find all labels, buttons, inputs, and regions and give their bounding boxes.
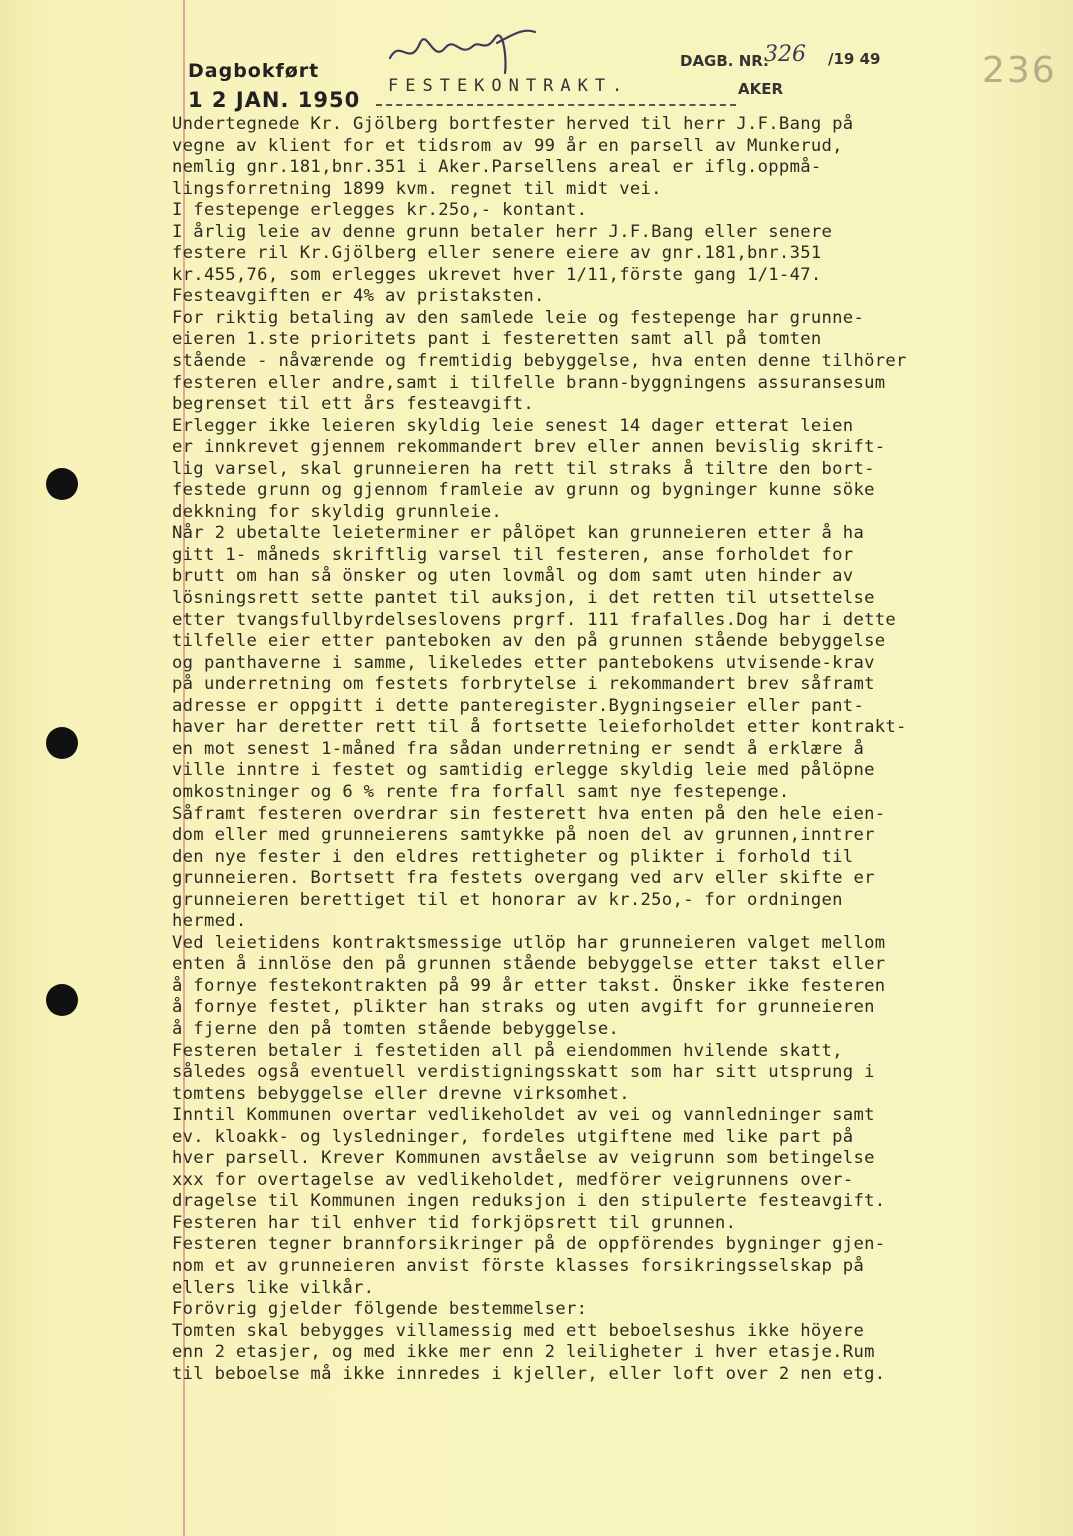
document-title: FESTEKONTRAKT. bbox=[388, 76, 630, 96]
contract-line: er innkrevet gjennem rekommandert brev eller annen bevislig skrift- bbox=[172, 437, 886, 458]
contract-line: den nye fester i den eldres rettigheter og plikter i forhold til bbox=[172, 846, 854, 867]
contract-line: å fornye festet, plikter han straks og uten avgift for grunneieren bbox=[172, 997, 875, 1018]
contract-line: Undertegnede Kr. Gjölberg bortfester herved til herr J.F.Bang på bbox=[172, 114, 854, 134]
contract-line: Ved leietidens kontraktsmessige utlöp har grunneieren valget mellom bbox=[172, 932, 886, 953]
contract-line: dekkning for skyldig grunnleie. bbox=[172, 501, 503, 522]
contract-line: Festeavgiften er 4% av pristaksten. bbox=[172, 286, 545, 307]
page-number: 236 bbox=[982, 50, 1057, 91]
contract-line: Tomten skal bebygges villamessig med ett beboelseshus ikke höyere bbox=[172, 1320, 865, 1341]
contract-line: omkostninger og 6 % rente fra forfall samt nye festepenge. bbox=[172, 781, 790, 802]
contract-line: Festeren betaler i festetiden all på eiendommen hvilende skatt, bbox=[172, 1040, 843, 1061]
contract-line: å fornye festekontrakten på 99 år etter takst. Önsker ikke festeren bbox=[172, 975, 886, 996]
contract-line: hermed. bbox=[172, 911, 247, 932]
contract-line: og panthaverne i samme, likeledes etter pantebokens utvisende-krav bbox=[172, 652, 875, 673]
contract-line: Når 2 ubetalte leieterminer er pålöpet kan grunneieren etter å ha bbox=[172, 523, 865, 544]
punch-hole-1 bbox=[46, 468, 78, 500]
handwritten-signature bbox=[385, 18, 545, 78]
contract-line: I årlig leie av denne grunn betaler herr J.F.Bang eller senere bbox=[172, 221, 833, 242]
contract-line: begrenset til ett års festeavgift. bbox=[172, 394, 535, 415]
contract-line: grunneieren berettiget til et honorar av kr.25o,- for ordningen bbox=[172, 889, 843, 910]
contract-line: således også eventuell verdistigningsskatt som har sitt utsprung i bbox=[172, 1062, 875, 1083]
contract-line: på underretning om festets forbrytelse i rekommandert brev såframt bbox=[172, 674, 875, 695]
contract-line: festere ril Kr.Gjölberg eller senere eiere av gnr.181,bnr.351 bbox=[172, 243, 822, 264]
contract-line: gitt 1- måneds skriftlig varsel til festeren, anse forholdet for bbox=[172, 544, 854, 565]
contract-line: nom et av grunneieren anvist förste klasses forsikringsselskap på bbox=[172, 1255, 865, 1276]
punch-hole-2 bbox=[46, 727, 78, 759]
contract-line: Festeren tegner brannforsikringer på de oppförendes bygninger gjen- bbox=[172, 1234, 886, 1255]
contract-line: festeren eller andre,samt i tilfelle brann-byggningens assuransesum bbox=[172, 372, 886, 393]
contract-line: etter tvangsfullbyrdelseslovens prgrf. 111 frafalles.Dog har i dette bbox=[172, 609, 897, 630]
place-stamp: AKER bbox=[738, 80, 784, 98]
contract-line: eieren 1.ste prioritets pant i festeretten samt all på tomten bbox=[172, 329, 822, 350]
contract-line: festede grunn og gjennom framleie av grunn og bygninger kunne söke bbox=[172, 480, 875, 501]
contract-line: Festeren har til enhver tid forkjöpsrett til grunnen. bbox=[172, 1212, 737, 1233]
contract-line: adresse er oppgitt i dette panteregister.Bygningseier eller pant- bbox=[172, 695, 865, 716]
contract-line: dom eller med grunneierens samtykke på noen del av grunnen,inntrer bbox=[172, 825, 875, 846]
contract-line: ville inntre i festet og samtidig erlegge skyldig leie med pålöpne bbox=[172, 760, 875, 781]
contract-line: lingsforretning 1899 kvm. regnet til midt vei. bbox=[172, 178, 662, 199]
contract-line: lig varsel, skal grunneieren ha rett til straks å tiltre den bort- bbox=[172, 458, 875, 479]
contract-line: hver parsell. Krever Kommunen avståelse av veigrunn som betingelse bbox=[172, 1148, 875, 1169]
contract-line: tomtens bebyggelse eller drevne virksomhet. bbox=[172, 1083, 630, 1104]
contract-line: til beboelse må ikke innredes i kjeller, eller loft over 2 nen etg. bbox=[172, 1363, 886, 1384]
contract-line: haver har deretter rett til å fortsette leieforholdet etter kontrakt- bbox=[172, 717, 907, 738]
contract-line: stående - nåværende og fremtidig bebyggelse, hva enten denne tilhörer bbox=[172, 351, 907, 372]
contract-line: ellers like vilkår. bbox=[172, 1277, 375, 1298]
contract-line: kr.455,76, som erlegges ukrevet hver 1/11,förste gang 1/1-47. bbox=[172, 264, 822, 285]
contract-line: Forövrig gjelder fölgende bestemmelser: bbox=[172, 1299, 588, 1320]
contract-line: Inntil Kommunen overtar vedlikeholdet av vei og vannledninger samt bbox=[172, 1105, 875, 1126]
contract-line: dragelse til Kommunen ingen reduksjon i den stipulerte festeavgift. bbox=[172, 1191, 886, 1212]
title-underline bbox=[376, 104, 736, 106]
contract-line: Såframt festeren overdrar sin festerett hva enten på den hele eien- bbox=[172, 803, 886, 824]
dagb-nr-label: DAGB. NR. bbox=[680, 52, 769, 70]
contract-line: enten å innlöse den på grunnen stående bebyggelse etter takst eller bbox=[172, 954, 886, 975]
contract-line: For riktig betaling av den samlede leie og festepenge har grunne- bbox=[172, 307, 865, 328]
punch-hole-3 bbox=[46, 984, 78, 1016]
dagb-number: 326 bbox=[764, 42, 806, 67]
contract-line: Erlegger ikke leieren skyldig leie senest 14 dager etterat leien bbox=[172, 415, 854, 436]
contract-line: tilfelle eier etter panteboken av den på grunnen stående bebyggelse bbox=[172, 631, 886, 652]
contract-line: grunneieren. Bortsett fra festets overgang ved arv eller skifte er bbox=[172, 868, 875, 889]
contract-line: xxx for overtagelse av vedlikeholdet, medförer veigrunnens over- bbox=[172, 1169, 854, 1190]
contract-line: enn 2 etasjer, og med ikke mer enn 2 leiligheter i hver etasje.Rum bbox=[172, 1342, 875, 1363]
dagbokfort-stamp: Dagbokført bbox=[188, 60, 320, 82]
dagb-year: /19 49 bbox=[828, 50, 881, 68]
contract-line: vegne av klient for et tidsrom av 99 år en parsell av Munkerud, bbox=[172, 135, 843, 156]
contract-line: I festepenge erlegges kr.25o,- kontant. bbox=[172, 200, 588, 221]
contract-body bbox=[172, 114, 1052, 1385]
contract-line: en mot senest 1-måned fra sådan underretning er sendt å erklære å bbox=[172, 738, 865, 759]
contract-line: lösningsrett sette pantet til auksjon, i det retten til utsettelse bbox=[172, 588, 875, 609]
contract-line: å fjerne den på tomten stående bebyggelse. bbox=[172, 1018, 620, 1039]
contract-line: ev. kloakk- og lysledninger, fordeles utgiftene med like part på bbox=[172, 1126, 854, 1147]
contract-line: nemlig gnr.181,bnr.351 i Aker.Parsellens areal er iflg.oppmå- bbox=[172, 157, 822, 178]
stamp-date: 1 2 JAN. 1950 bbox=[188, 88, 361, 112]
contract-line: brutt om han så önsker og uten lovmål og dom samt uten hinder av bbox=[172, 566, 854, 587]
